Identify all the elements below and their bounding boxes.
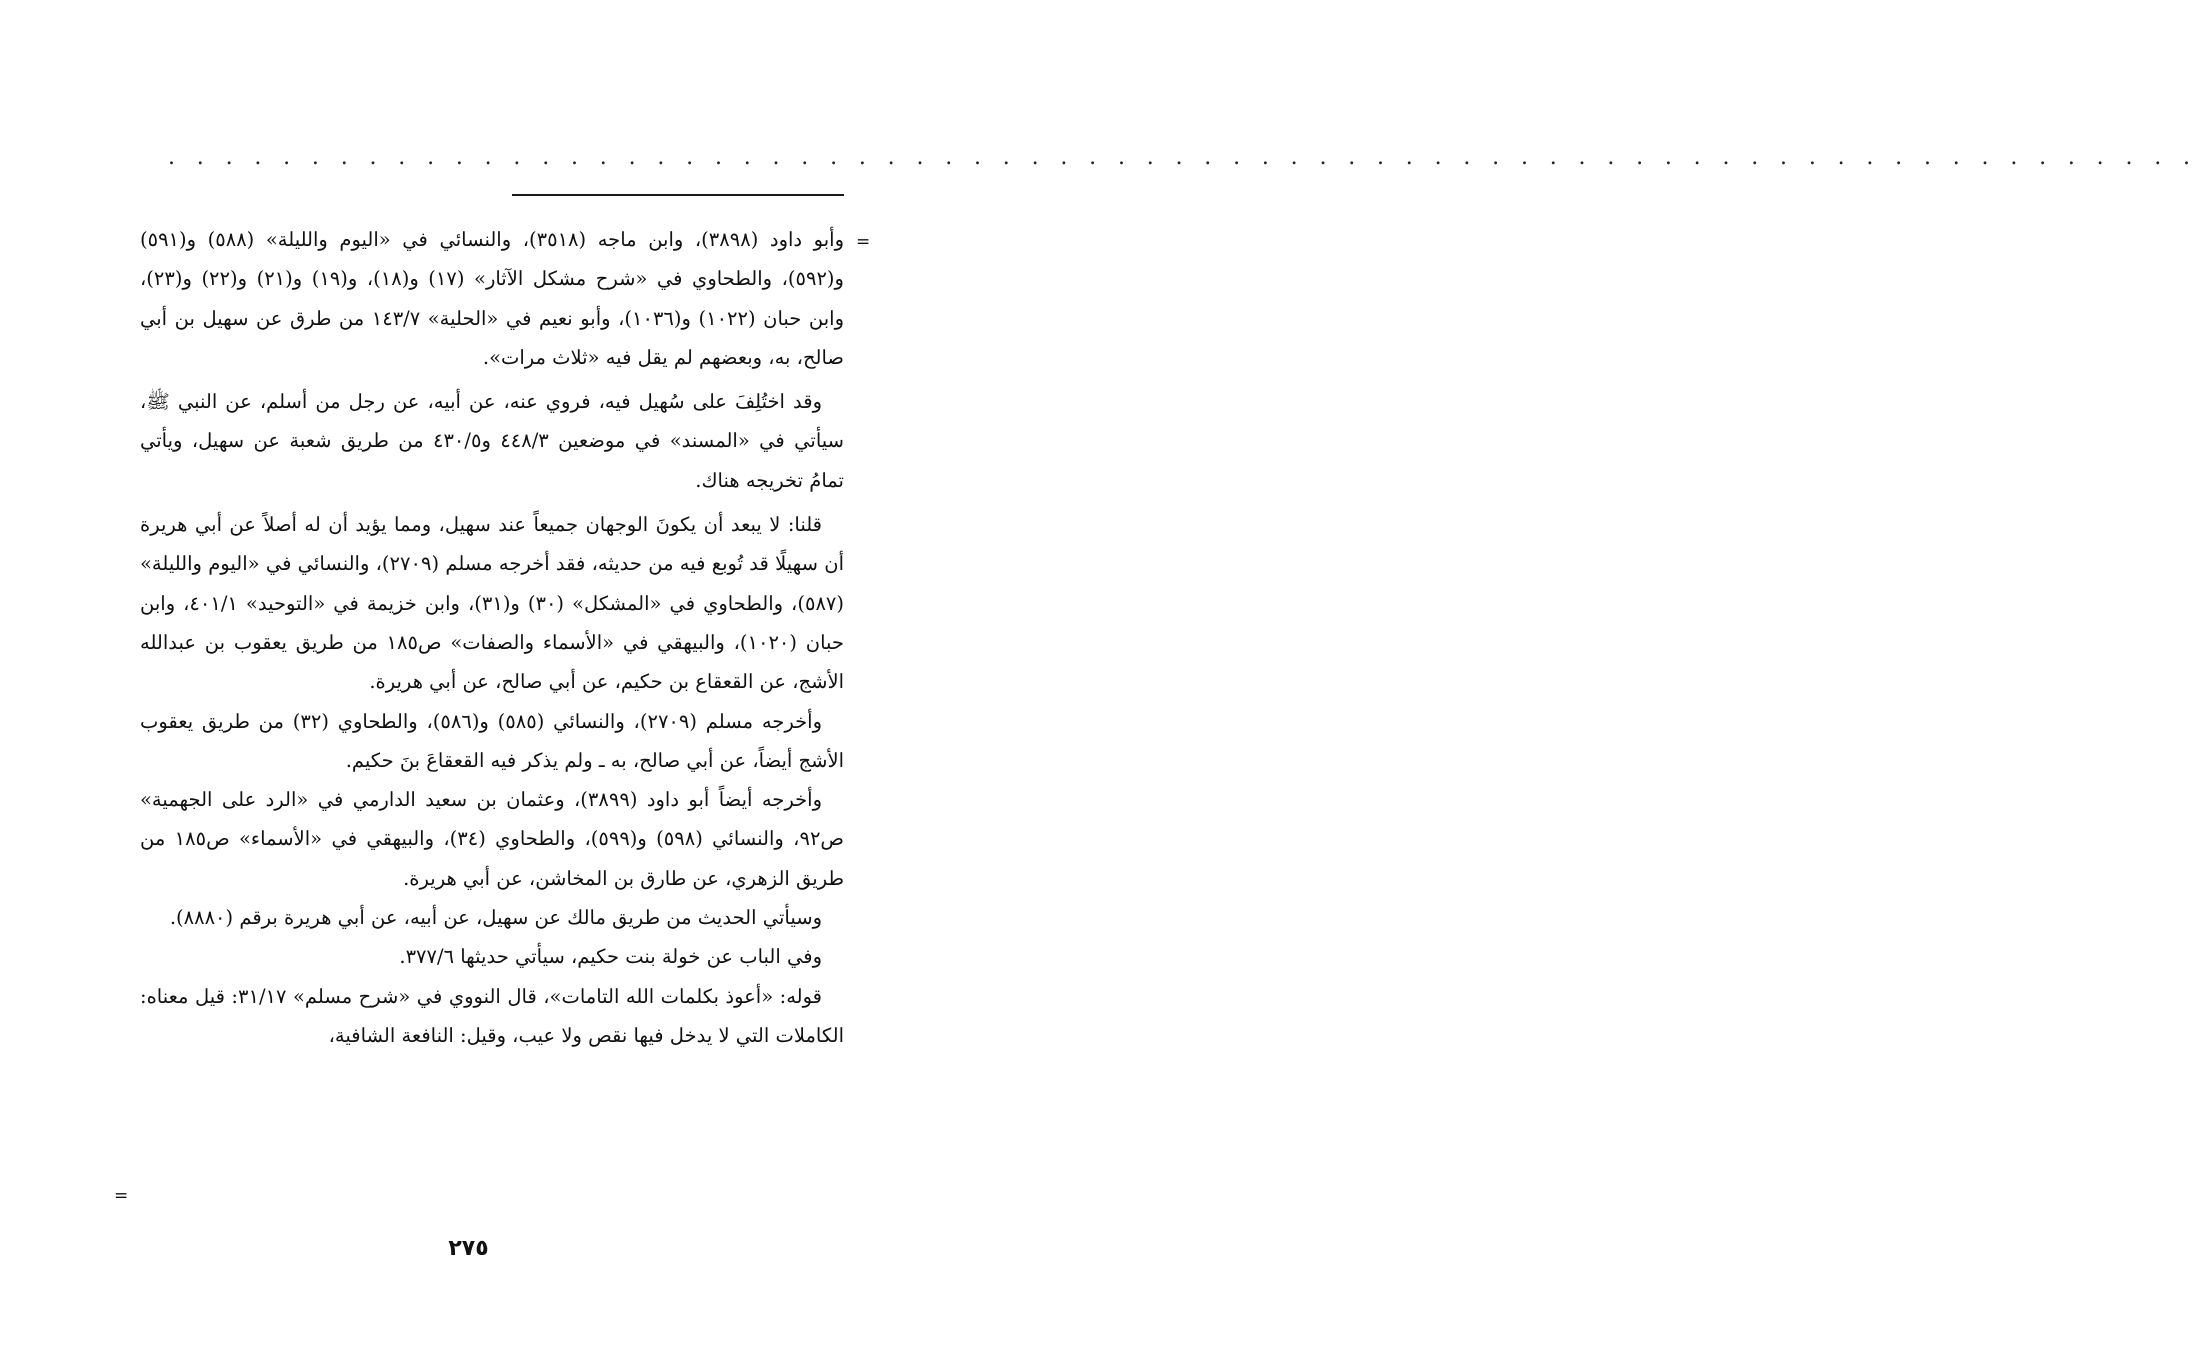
- page-number: ٢٧٥: [448, 1236, 489, 1261]
- dotted-separator: . . . . . . . . . . . . . . . . . . . . . . . . . . . . . . . . . . . . . . . . . . . . . . . . . . . . . . . . . . . . . . . . . . . . . . .: [168, 145, 2197, 170]
- continuation-mark-top: =: [856, 232, 871, 252]
- footnote-paragraph-8: قوله: «أعوذ بكلمات الله التامات»، قال النووي في «شرح مسلم» ٣١/١٧: قيل معناه: الكاملات التي لا يدخل فيها نقص ولا عيب، وقيل: النافعة الشافية،: [140, 984, 844, 1047]
- footnote-paragraph-2: وقد اختُلِفَ على سُهيل فيه، فروي عنه، عن أبيه، عن رجل من أسلم، عن النبي ﷺ، سيأتي في «المسند» في موضعين ٤٤٨/٣ و٤٣٠/٥ من طريق شعبة عن سهيل، ويأتي تمامُ تخريجه هناك.: [140, 390, 844, 492]
- footnote-paragraph-4: وأخرجه مسلم (٢٧٠٩)، والنسائي (٥٨٥) و(٥٨٦)، والطحاوي (٣٢) من طريق يعقوب الأشج أيضاً، عن أبي صالح، به ـ ولم يذكر فيه القعقاعَ بنَ حكيم.: [140, 709, 844, 772]
- footnote-paragraph-3: قلنا: لا يبعد أن يكونَ الوجهان جميعاً عند سهيل، ومما يؤيد أن له أصلاً عن أبي هريرة أن سهيلًا قد تُوبع فيه من حديثه، فقد أخرجه مسلم (٢٧٠٩)، والنسائي في «اليوم والليلة» (٥٨٧)، والطحاوي في «المشكل» (٣٠) و(٣١)، وابن خزيمة في «التوحيد» ٤٠١/١، وابن حبان (١٠٢٠)، والبيهقي في «الأسماء والصفات» ص١٨٥ من طريق يعقوب بن عبدالله الأشج، عن القعقاع بن حكيم، عن أبي صالح، عن أبي هريرة.: [140, 513, 844, 694]
- footnote-paragraph-1: وأبو داود (٣٨٩٨)، وابن ماجه (٣٥١٨)، والنسائي في «اليوم والليلة» (٥٨٨) و(٥٩١) و(٥٩٢)، والطحاوي في «شرح مشكل الآثار» (١٧) و(١٨)، و(١٩) و(٢١) و(٢٢) و(٢٣)، وابن حبان (١٠٢٢) و(١٠٣٦)، وأبو نعيم في «الحلية» ١٤٣/٧ من طرق عن سهيل بن أبي صالح، به، وبعضهم لم يقل فيه «ثلاث مرات».: [140, 228, 845, 369]
- footnote-paragraph-6: وسيأتي الحديث من طريق مالك عن سهيل، عن أبيه، عن أبي هريرة برقم (٨٨٨٠).: [169, 906, 822, 930]
- footnote-text: [140, 220, 844, 1055]
- footnote-paragraph-7: وفي الباب عن خولة بنت حكيم، سيأتي حديثها ٣٧٧/٦.: [399, 945, 822, 969]
- footnote-paragraph-5: وأخرجه أيضاً أبو داود (٣٨٩٩)، وعثمان بن سعيد الدارمي في «الرد على الجهمية» ص٩٢، والنسائي (٥٩٨) و(٥٩٩)، والطحاوي (٣٤)، والبيهقي في «الأسماء» ص١٨٥ من طريق الزهري، عن طارق بن المخاشن، عن أبي هريرة.: [140, 788, 844, 890]
- footnote-rule: [512, 194, 844, 196]
- continuation-mark-bottom: =: [114, 1186, 129, 1206]
